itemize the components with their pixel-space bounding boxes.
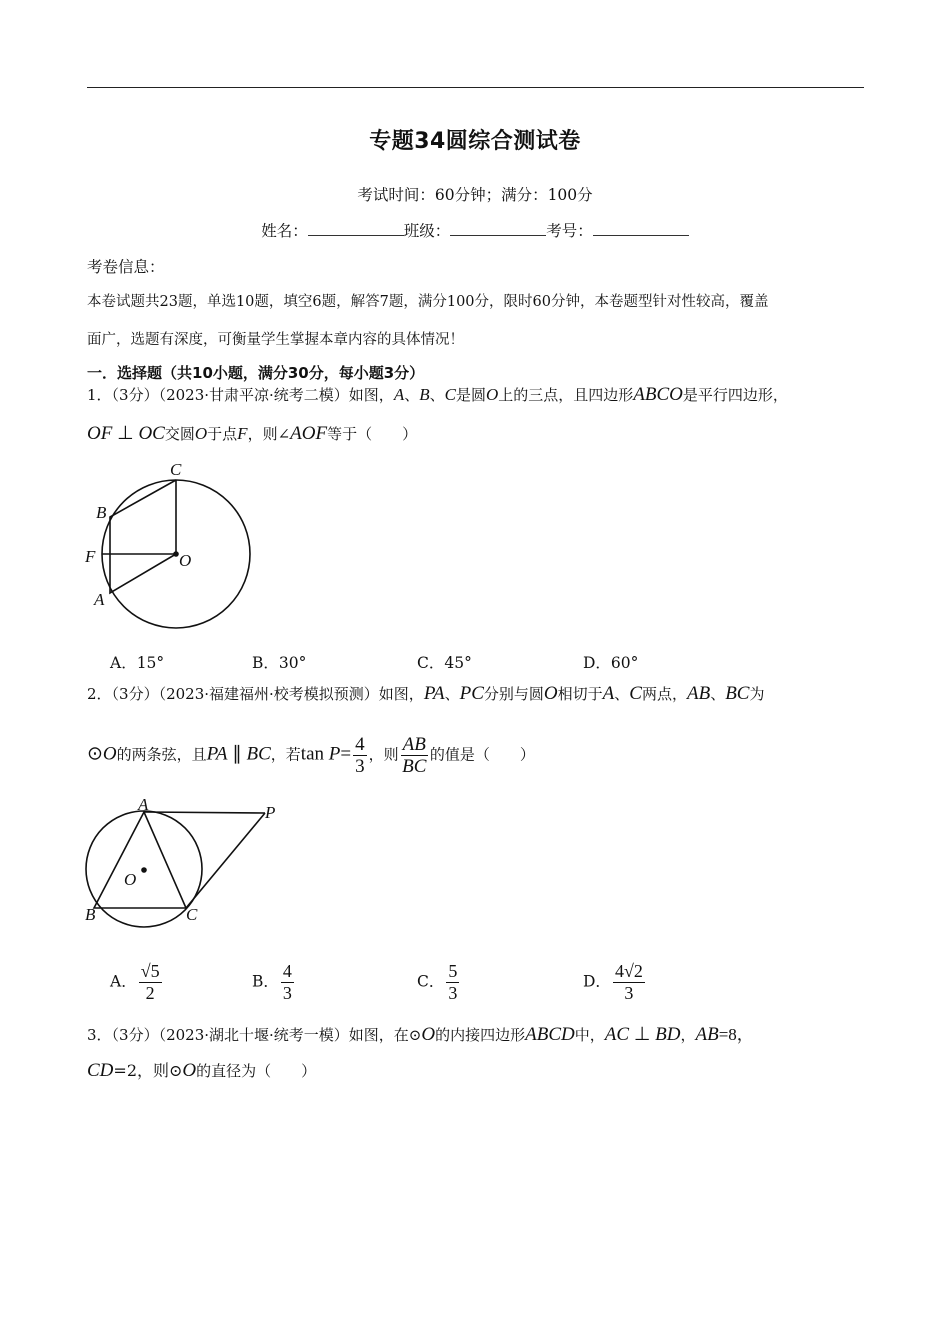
q2-text: 两点， (641, 685, 687, 703)
q2-option-den: 3 (282, 983, 292, 1003)
q1-label-c: C (170, 460, 182, 479)
q2-line-1 (87, 683, 765, 705)
q3-ab-value: =8， (718, 1025, 754, 1044)
q2-var-o: O (102, 743, 117, 765)
q2-var-p: P (328, 743, 341, 765)
q3-line-2 (87, 1058, 316, 1082)
q2-var-a: A (602, 683, 615, 704)
q3-var-o: O (421, 1024, 436, 1045)
q3-text: 中， (574, 1026, 605, 1044)
q2-fraction-den: 3 (355, 756, 365, 777)
q2-option-b-fraction (281, 961, 294, 1004)
info-label: 考卷信息： (87, 258, 165, 276)
q2-option-num: 5 (448, 961, 458, 981)
q1-var-oc: OC (138, 423, 165, 444)
q3-var-o: O (182, 1060, 197, 1081)
q2-triangle (94, 812, 186, 908)
q3-line-1 (87, 1020, 754, 1046)
q2-var-o: O (543, 683, 558, 704)
q2-text: ，若 (270, 745, 301, 764)
perp-symbol: ⊥ (117, 423, 134, 444)
q2-tangent-pa (144, 812, 265, 813)
q2-fraction-den: BC (402, 756, 427, 777)
q3-var-ac: AC (604, 1024, 630, 1045)
q2-text: 为 (749, 685, 765, 703)
q1-var-o: O (485, 385, 499, 404)
q1-var-o: O (194, 424, 208, 443)
q2-option-d[interactable] (583, 961, 647, 1004)
q2-option-a[interactable] (110, 961, 164, 1004)
q2-option-c[interactable] (417, 961, 461, 1004)
q1-option-a[interactable]: A．15° (110, 654, 165, 672)
q2-var-bc: BC (246, 743, 271, 765)
q2-label-c: C (186, 905, 198, 924)
q2-label-a: A (138, 795, 149, 814)
q1-label-b: B (96, 503, 107, 522)
parallel-symbol: ∥ (232, 743, 242, 765)
page-title: 专题34圆综合测试卷 (369, 129, 581, 154)
q1-text: 是平行四边形， (682, 386, 788, 404)
q1-label-f: F (85, 547, 96, 566)
q3-var-abcd: ABCD (525, 1024, 575, 1045)
q2-text: 的值是（ ） (429, 745, 535, 764)
q2-var-pa: PA (423, 683, 445, 704)
q2-var-pc: PC (459, 683, 484, 704)
q2-text: 相切于 (557, 685, 603, 703)
q2-sep: 、 (710, 685, 726, 703)
q3-cd-value: =2，则⊙ (113, 1061, 183, 1080)
q2-option-num: √5 (140, 961, 160, 981)
q2-label-o: O (124, 870, 137, 889)
q3-text: 的直径为（ ） (196, 1062, 317, 1080)
q2-option-den: 3 (448, 983, 458, 1003)
q1-text: 于点 (207, 425, 238, 443)
q2-option-b-label: B． (252, 972, 279, 991)
q1-option-b[interactable]: B．30° (252, 654, 307, 672)
q2-equals: = (340, 743, 352, 765)
q1-text: 是圆 (455, 386, 486, 404)
q1-var-f: F (237, 424, 248, 443)
q1-text: 等于（ ） (327, 425, 418, 443)
student-info-line (0, 219, 950, 241)
top-rule (87, 87, 864, 88)
q1-sep: 、 (429, 386, 445, 404)
q1-line-2 (87, 422, 417, 445)
q2-sep: 、 (444, 685, 460, 703)
q3-var-bd: BD (655, 1024, 681, 1045)
q1-var-abco: ABCO (633, 384, 683, 405)
q2-option-c-label: C． (417, 972, 445, 991)
q1-option-c[interactable]: C．45° (417, 654, 472, 672)
q1-text: ，则∠ (247, 425, 291, 443)
q1-text: 交圆 (164, 425, 195, 443)
q2-text: ，则 (368, 745, 399, 764)
q1-sep: 、 (404, 386, 420, 404)
q3-text: ， (680, 1026, 696, 1044)
q1-center-point (173, 551, 179, 557)
q2-option-b[interactable] (252, 961, 296, 1004)
class-label: 班级： (403, 222, 451, 240)
section-heading: 一．选择题（共10小题，满分30分，每小题3分） (87, 364, 425, 382)
q1-var-c: C (444, 385, 456, 404)
q2-option-num: 4 (282, 961, 292, 981)
q2-option-den: 2 (145, 983, 155, 1003)
q1-option-d[interactable]: D．60° (583, 654, 639, 672)
q1-var-a: A (393, 385, 405, 404)
q2-fraction-num: 4 (355, 734, 365, 755)
q3-var-cd: CD (87, 1060, 114, 1081)
name-label: 姓名： (261, 222, 308, 240)
q2-option-a-label: A． (110, 972, 137, 991)
q2-figure (80, 792, 290, 932)
q2-option-c-fraction (446, 961, 459, 1004)
q3-prefix: 3．（3分）（2023·湖北十堰·统考一模）如图，在⊙ (87, 1026, 422, 1044)
q2-fraction-tan (353, 734, 367, 777)
q1-figure (80, 456, 265, 636)
q3-text: 的内接四边形 (435, 1026, 526, 1044)
q2-var-pa: PA (206, 743, 228, 765)
q2-label-p: P (265, 803, 276, 822)
class-blank[interactable] (450, 221, 546, 236)
q2-line-2 (87, 734, 535, 777)
q2-option-d-fraction (613, 961, 645, 1004)
q2-var-c: C (629, 683, 642, 704)
exam-time: 考试时间：60分钟；满分：100分 (357, 186, 593, 204)
perp-symbol: ⊥ (633, 1024, 651, 1045)
number-blank[interactable] (593, 221, 689, 236)
q1-var-of: OF (87, 423, 113, 444)
q2-option-den: 3 (624, 983, 634, 1003)
q2-option-num: 4√2 (614, 961, 643, 981)
name-blank[interactable] (308, 221, 404, 236)
q2-fraction-num: AB (402, 734, 426, 755)
q2-center-point (141, 867, 147, 873)
q1-line-1 (87, 384, 788, 406)
q2-option-a-fraction (139, 961, 162, 1004)
q1-parallelogram (110, 480, 176, 593)
q2-tan: tan (300, 743, 325, 765)
q2-var-bc: BC (725, 683, 750, 704)
q1-text: 上的三点，且四边形 (498, 386, 634, 404)
q1-prefix: 1．（3分）（2023·甘肃平凉·统考二模）如图， (87, 386, 394, 404)
q2-var-ab: AB (686, 683, 711, 704)
q1-label-o: O (179, 551, 192, 570)
q1-label-a: A (94, 590, 105, 609)
circle-dot-symbol: ⊙ (87, 743, 103, 765)
q2-tangent-pc (186, 813, 265, 908)
q1-var-b: B (419, 385, 430, 404)
q1-var-aof: AOF (290, 423, 328, 444)
q2-label-b: B (85, 905, 96, 924)
info-line-2: 面广，选题有深度，可衡量学生掌握本章内容的具体情况！ (87, 332, 464, 348)
q2-text: 的两条弦，且 (116, 745, 207, 764)
q2-option-d-label: D． (583, 972, 611, 991)
q2-prefix: 2．（3分）（2023·福建福州·校考模拟预测）如图， (87, 685, 424, 703)
q2-text: 分别与圆 (483, 685, 544, 703)
number-label: 考号： (546, 222, 593, 240)
q3-var-ab: AB (695, 1024, 719, 1045)
q2-fraction-ratio (401, 734, 428, 777)
info-line-1: 本卷试题共23题，单选10题，填空6题，解答7题，满分100分，限时60分钟，本卷题型针对性较高，覆盖 (87, 294, 769, 310)
q2-sep: 、 (614, 685, 630, 703)
